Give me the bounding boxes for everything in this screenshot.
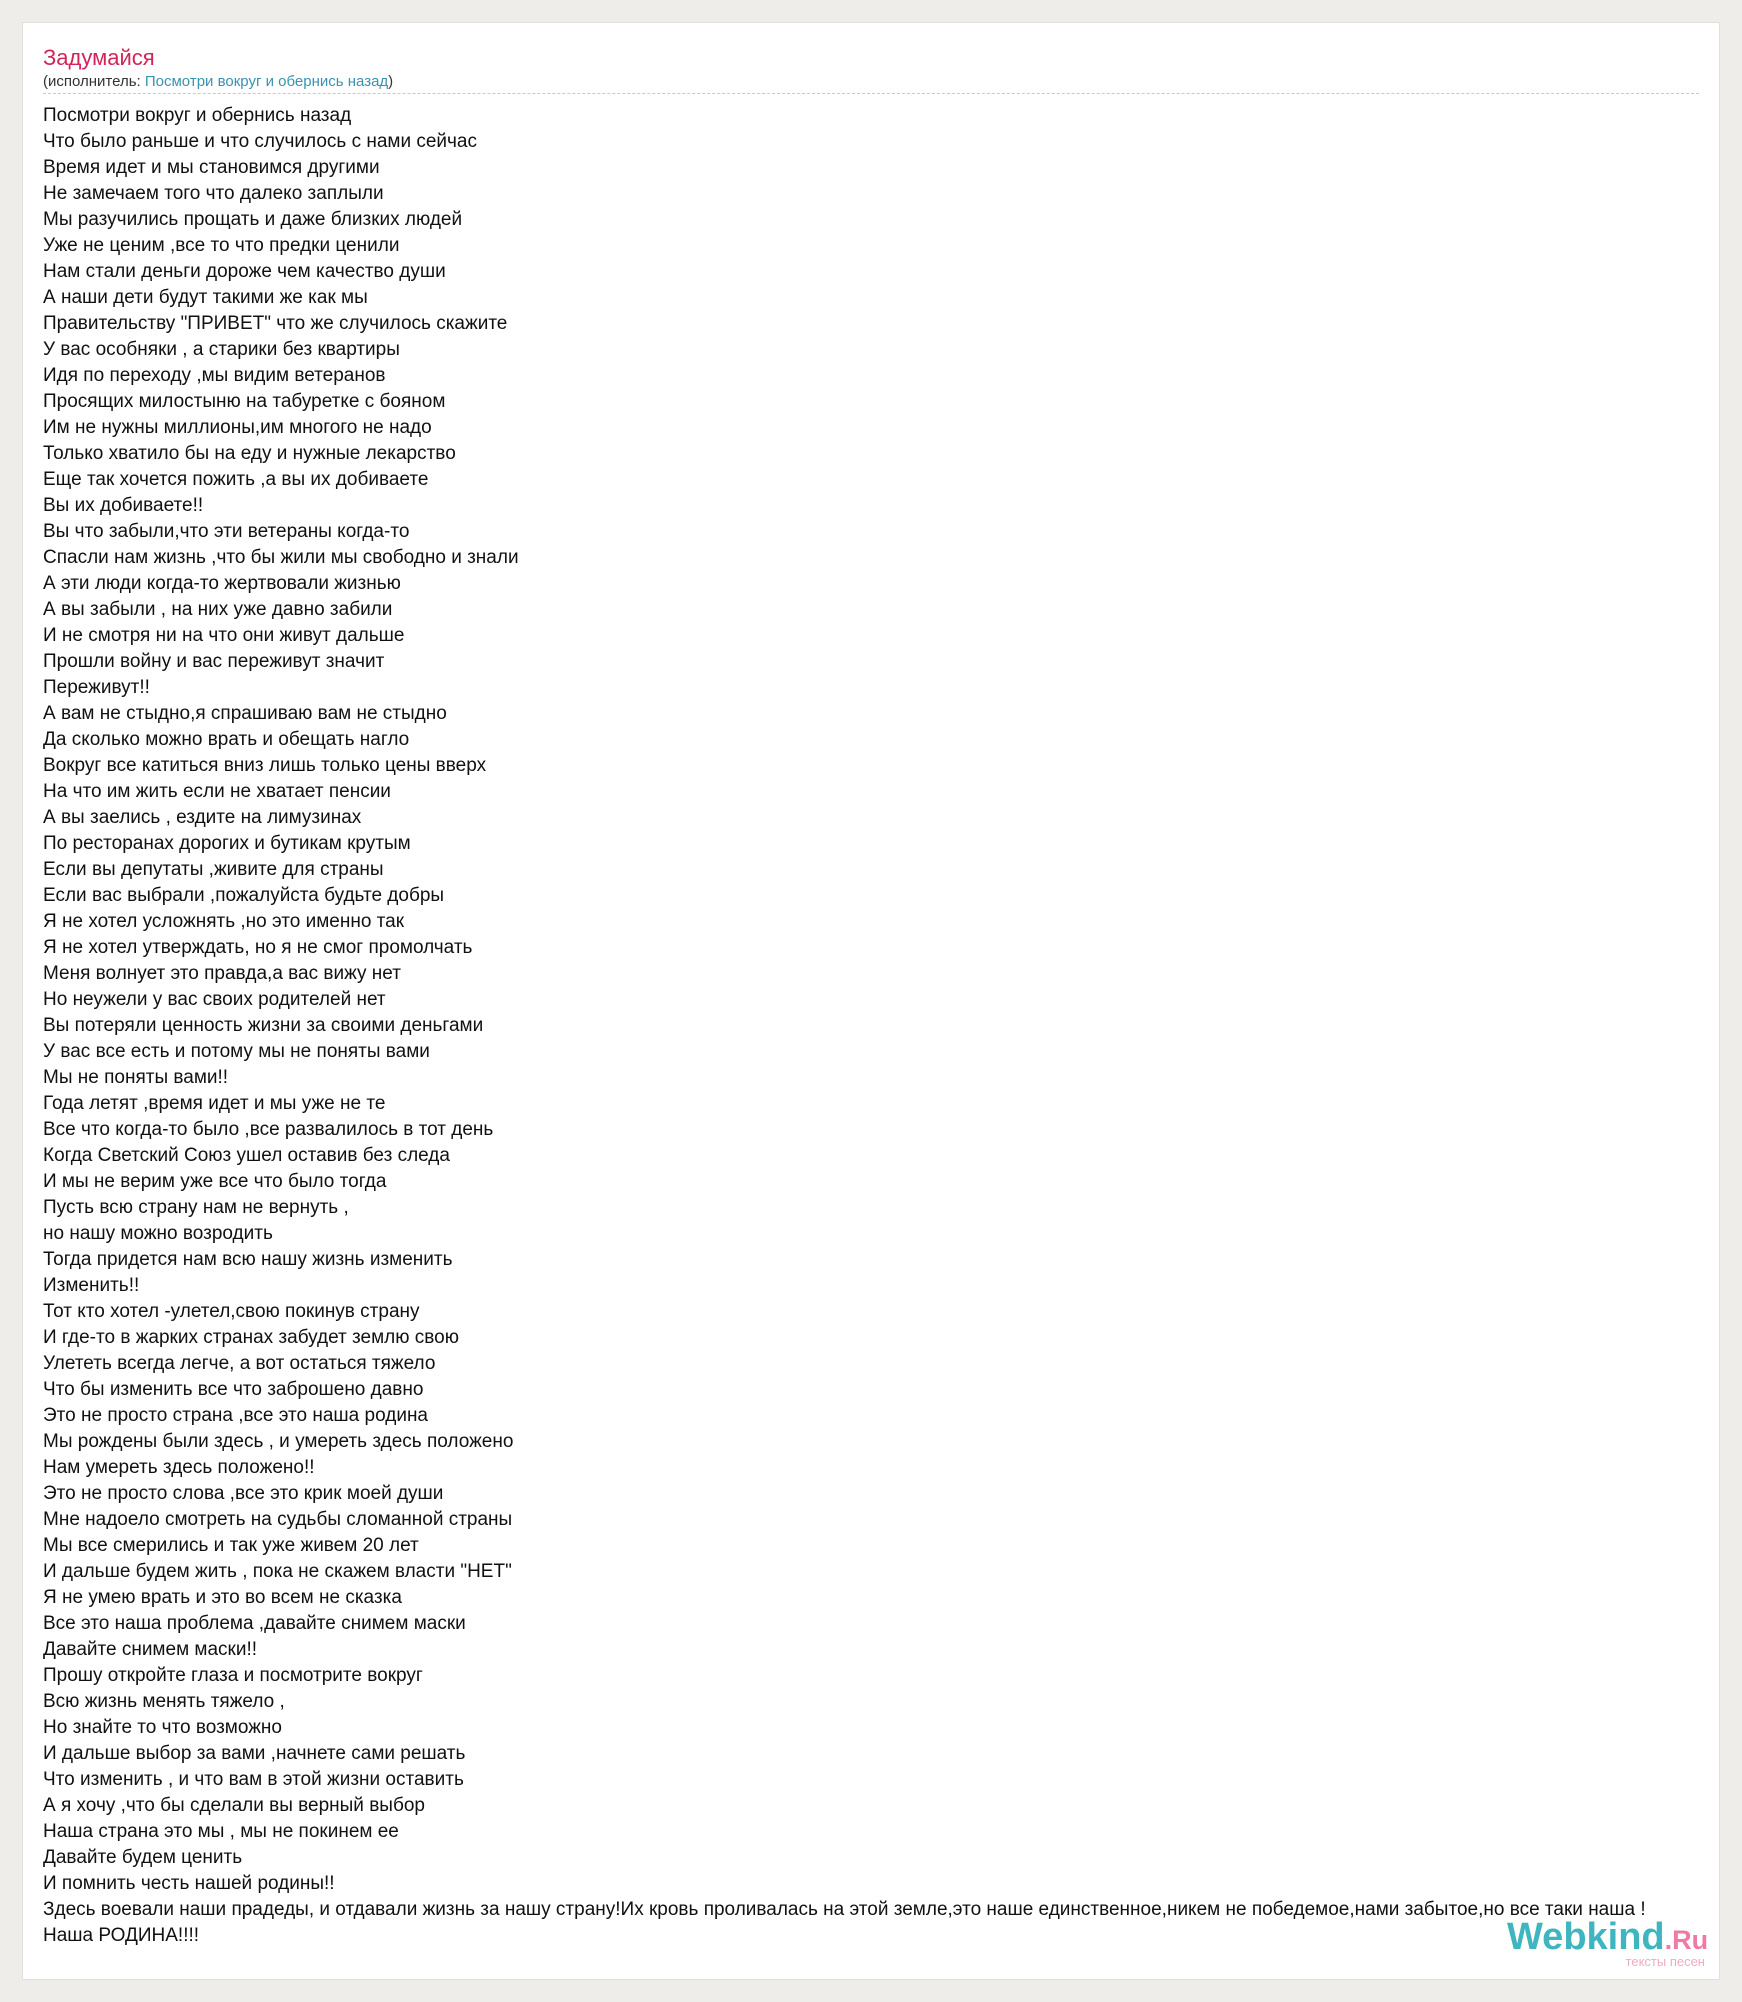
- lyric-line: Вы потеряли ценность жизни за своими деньгами: [43, 1015, 484, 1036]
- lyric-line: Только хватило бы на еду и нужные лекарство: [43, 443, 456, 464]
- lyric-line: Когда Светский Союз ушел оставив без следа: [43, 1145, 450, 1166]
- lyric-line: Если вас выбрали ,пожалуйста будьте добры: [43, 885, 445, 906]
- lyric-line: Вокруг все катиться вниз лишь только цены вверх: [43, 755, 487, 776]
- lyric-line: но нашу можно возродить: [43, 1223, 273, 1244]
- lyric-line: А вы забыли , на них уже давно забили: [43, 599, 393, 620]
- lyric-line: Идя по переходу ,мы видим ветеранов: [43, 365, 386, 386]
- lyrics-card: [22, 22, 1720, 1980]
- lyric-line: Прошу откройте глаза и посмотрите вокруг: [43, 1665, 423, 1686]
- lyric-line: И помнить честь нашей родины!!: [43, 1873, 335, 1894]
- lyric-line: Вы их добиваете!!: [43, 495, 204, 516]
- lyric-line: Давайте будем ценить: [43, 1847, 243, 1868]
- lyric-line: Им не нужны миллионы,им многого не надо: [43, 417, 432, 438]
- logo-main-text: Webkind: [1507, 1916, 1665, 1958]
- lyric-line: Изменить!!: [43, 1275, 140, 1296]
- lyric-line: На что им жить если не хватает пенсии: [43, 781, 391, 802]
- lyric-line: Наша РОДИНА!!!!: [43, 1925, 200, 1946]
- lyric-line: Всю жизнь менять тяжело ,: [43, 1691, 285, 1712]
- lyric-line: И не смотря ни на что они живут дальше: [43, 625, 405, 646]
- lyric-line: У вас все есть и потому мы не поняты вами: [43, 1041, 430, 1062]
- lyric-line: Наша страна это мы , мы не покинем ее: [43, 1821, 399, 1842]
- lyric-line: Мы все смерились и так уже живем 20 лет: [43, 1535, 419, 1556]
- lyric-line: Что было раньше и что случилось с нами сейчас: [43, 131, 478, 152]
- lyric-line: Но знайте то что возможно: [43, 1717, 282, 1738]
- title-divider: [43, 93, 1699, 94]
- lyric-line: И мы не верим уже все что было тогда: [43, 1171, 387, 1192]
- lyric-line: А эти люди когда-то жертвовали жизнью: [43, 573, 401, 594]
- lyric-line: Тот кто хотел -улетел,свою покинув страну: [43, 1301, 420, 1322]
- lyric-line: Года летят ,время идет и мы уже не те: [43, 1093, 386, 1114]
- lyric-line: У вас особняки , а старики без квартиры: [43, 339, 400, 360]
- lyric-line: А вам не стыдно,я спрашиваю вам не стыдно: [43, 703, 447, 724]
- lyric-line: Я не хотел усложнять ,но это именно так: [43, 911, 405, 932]
- lyric-line: Не замечаем того что далеко заплыли: [43, 183, 384, 204]
- logo-tagline: тексты песен: [1625, 1954, 1705, 1969]
- lyric-line: Переживут!!: [43, 677, 150, 698]
- lyric-line: Все что когда-то было ,все развалилось в тот день: [43, 1119, 494, 1140]
- lyric-line: Вы что забыли,что эти ветераны когда-то: [43, 521, 410, 542]
- lyric-line: Нам стали деньги дороже чем качество души: [43, 261, 446, 282]
- lyric-line: Тогда придется нам всю нашу жизнь изменить: [43, 1249, 453, 1270]
- song-title: Задумайся: [43, 45, 155, 70]
- lyric-line: И дальше выбор за вами ,начнете сами решать: [43, 1743, 466, 1764]
- artist-line: [43, 72, 393, 92]
- lyric-line: Улететь всегда легче, а вот остаться тяжело: [43, 1353, 436, 1374]
- lyric-line: А я хочу ,что бы сделали вы верный выбор: [43, 1795, 425, 1816]
- lyric-line: Все это наша проблема ,давайте снимем маски: [43, 1613, 466, 1634]
- lyric-line: Я не хотел утверждать, но я не смог промолчать: [43, 937, 473, 958]
- lyric-line: Мы не поняты вами!!: [43, 1067, 229, 1088]
- lyric-line: Мы рождены были здесь , и умереть здесь положено: [43, 1431, 514, 1452]
- lyric-line: По ресторанах дорогих и бутикам крутым: [43, 833, 411, 854]
- lyric-line: Пусть всю страну нам не вернуть ,: [43, 1197, 349, 1218]
- artist-suffix: ): [388, 73, 394, 90]
- lyric-line: И дальше будем жить , пока не скажем власти "НЕТ": [43, 1561, 512, 1582]
- lyric-line: Это не просто страна ,все это наша родина: [43, 1405, 429, 1426]
- lyric-line: Если вы депутаты ,живите для страны: [43, 859, 384, 880]
- lyric-line: Мне надоело смотреть на судьбы сломанной страны: [43, 1509, 513, 1530]
- logo-suffix: .Ru: [1664, 1925, 1709, 1955]
- lyric-line: Меня волнует это правда,а вас вижу нет: [43, 963, 401, 984]
- lyric-line: Это не просто слова ,все это крик моей души: [43, 1483, 444, 1504]
- lyric-line: Но неужели у вас своих родителей нет: [43, 989, 386, 1010]
- lyric-line: Время идет и мы становимся другими: [43, 157, 380, 178]
- lyric-line: Мы разучились прощать и даже близких людей: [43, 209, 463, 230]
- lyric-line: Давайте снимем маски!!: [43, 1639, 258, 1660]
- lyric-line: Правительству "ПРИВЕТ" что же случилось скажите: [43, 313, 508, 334]
- artist-prefix: (исполнитель:: [43, 73, 145, 90]
- lyric-line: А вы заелись , ездите на лимузинах: [43, 807, 362, 828]
- lyric-line: Что изменить , и что вам в этой жизни оставить: [43, 1769, 464, 1790]
- lyric-line: А наши дети будут такими же как мы: [43, 287, 368, 308]
- lyric-line: Посмотри вокруг и обернись назад: [43, 105, 352, 126]
- lyric-line: И где-то в жарких странах забудет землю свою: [43, 1327, 459, 1348]
- lyric-line: Я не умею врать и это во всем не сказка: [43, 1587, 402, 1608]
- lyric-line: Да сколько можно врать и обещать нагло: [43, 729, 410, 750]
- lyric-line: Спасли нам жизнь ,что бы жили мы свободно и знали: [43, 547, 519, 568]
- site-logo[interactable]: [1507, 1915, 1713, 1971]
- lyric-line: Что бы изменить все что заброшено давно: [43, 1379, 424, 1400]
- lyric-line: Нам умереть здесь положено!!: [43, 1457, 315, 1478]
- lyric-line: Прошли войну и вас переживут значит: [43, 651, 385, 672]
- lyric-line: Еще так хочется пожить ,а вы их добиваете: [43, 469, 429, 490]
- artist-link[interactable]: Посмотри вокруг и обернись назад: [144, 73, 389, 90]
- lyrics-body: [43, 103, 1646, 1949]
- lyric-line: Уже не ценим ,все то что предки ценили: [43, 235, 400, 256]
- lyric-line: Здесь воевали наши прадеды, и отдавали жизнь за нашу страну!Их кровь проливалась на этой земле,это наше единственное,никем не победемое,нами забытое,но все таки наша !: [43, 1899, 1646, 1920]
- lyric-line: Просящих милостыню на табуретке с бояном: [43, 391, 446, 412]
